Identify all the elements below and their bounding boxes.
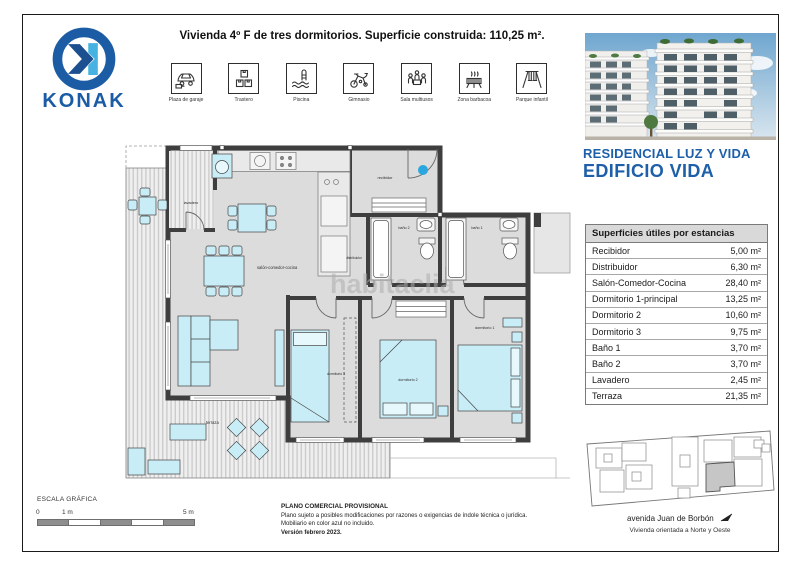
table-row: [586, 292, 767, 308]
swing-set-icon: [520, 67, 544, 91]
scale-bar: [37, 519, 195, 526]
amenity-garage: [160, 63, 212, 103]
amenity-label: Parque infantil: [515, 97, 548, 103]
room-area: 3,70 m²: [730, 342, 761, 353]
bed-dormitorio-3: [291, 330, 329, 422]
room-area: 2,45 m²: [730, 375, 761, 386]
label-dorm2: dormitorio 2: [398, 378, 418, 382]
label-distribuidor: distribuidor: [346, 256, 362, 260]
scale-segment: [101, 520, 132, 525]
street-line: [584, 513, 776, 523]
label-lavadero: lavadero: [183, 201, 199, 205]
konak-logo: [50, 25, 118, 93]
disclaimer-line: Mobiliario en color azul no incluido.: [281, 521, 375, 528]
street-name: avenida Juan de Borbón: [627, 514, 714, 523]
amenity-piscina-box: [286, 63, 317, 94]
amenity-trastero: [218, 63, 270, 103]
room-name: Salón-Comedor-Cocina: [592, 277, 687, 288]
room-name: Terraza: [592, 391, 623, 402]
page-title: Vivienda 4º F de tres dormitorios. Superficie construida: 110,25 m².: [179, 30, 545, 42]
table-row: [586, 259, 767, 275]
room-name: Dormitorio 1-principal: [592, 294, 678, 305]
room-area: 3,70 m²: [730, 358, 761, 369]
disclaimer-line: Plano sujeto a posibles modificaciones por razones o exigencias de índole técnica o jurídica.: [281, 512, 528, 519]
lower-balcony-lines: [390, 458, 570, 478]
label-bano2: baño 2: [398, 226, 410, 230]
room-area: 13,25 m²: [725, 294, 761, 305]
building-photo: [585, 33, 776, 140]
table-header: Superficies útiles por estancias: [585, 224, 768, 243]
multiuse-room-icon: [405, 67, 429, 91]
amenity-label: Trastero: [234, 97, 253, 103]
washing-machine-icon: [212, 154, 232, 178]
disclaimer-block: [281, 503, 556, 537]
room-name: Lavadero: [592, 375, 630, 386]
exercise-bike-icon: [347, 67, 371, 91]
tv-unit: [275, 330, 284, 386]
table-row: [586, 373, 767, 389]
oven-icon: [321, 196, 347, 226]
amenity-sala-box: [401, 63, 432, 94]
amenity-label: Sala multiusos: [400, 97, 433, 103]
amenity-piscina: [275, 63, 327, 103]
room-name: Baño 1: [592, 342, 621, 353]
terrace-bench: [148, 460, 180, 474]
lavadero-floor: [169, 151, 214, 229]
amenity-gimnasio: [333, 63, 385, 103]
room-name: Distribuidor: [592, 261, 638, 272]
label-dorm1: dormitorio 1: [475, 326, 495, 330]
disclaimer-version: Versión febrero 2023.: [281, 529, 342, 536]
building-left: [585, 51, 649, 140]
scale-segment: [132, 520, 163, 525]
amenity-barbacoa: [448, 63, 500, 103]
amenity-label: Zona barbacoa: [457, 97, 492, 103]
label-bano1: baño 1: [471, 226, 483, 230]
room-area: 9,75 m²: [730, 326, 761, 337]
room-name: Recibidor: [592, 245, 631, 256]
table-row: [586, 308, 767, 324]
garage-icon: [174, 67, 198, 91]
watermark: habitaclia: [330, 269, 455, 299]
common-area-wall: [534, 213, 541, 227]
storage-boxes-icon: [232, 67, 256, 91]
amenity-garage-box: [171, 63, 202, 94]
floor-plan: [120, 140, 575, 490]
amenity-sala: [391, 63, 443, 103]
building-right: [655, 39, 753, 141]
room-name: Baño 2: [592, 358, 621, 369]
table-row: [586, 356, 767, 372]
amenity-label: Piscina: [293, 97, 310, 103]
amenity-trastero-box: [228, 63, 259, 94]
fridge-icon: [321, 236, 347, 272]
site-plan: [584, 428, 776, 514]
room-area: 10,60 m²: [725, 310, 761, 321]
terrace-lounger: [128, 448, 145, 475]
room-area: 5,00 m²: [730, 245, 761, 256]
surfaces-table: [585, 224, 768, 405]
scale-segment: [164, 520, 194, 525]
table-row: [586, 275, 767, 291]
label-terraza: terraza: [206, 420, 219, 425]
amenity-parque: [506, 63, 558, 103]
scale-segment: [38, 520, 69, 525]
amenities-row: [160, 63, 558, 103]
project-name: RESIDENCIAL LUZ Y VIDA: [583, 146, 751, 161]
table-row: [586, 340, 767, 356]
room-name: Dormitorio 3: [592, 326, 642, 337]
dining-table: [204, 246, 244, 296]
scale-title: ESCALA GRÁFICA: [37, 496, 98, 503]
label-salon: salón-comedor-cocina: [257, 265, 298, 270]
terrace-sofa: [170, 424, 206, 440]
scale-tick-0: 0: [36, 509, 40, 516]
brand-name: KONAK: [42, 90, 126, 112]
disclaimer-title: PLANO COMERCIAL PROVISIONAL: [281, 503, 388, 510]
north-arrow-icon: [720, 513, 733, 522]
scale-segment: [69, 520, 100, 525]
label-recibidor: recibidor: [377, 175, 393, 180]
entry-marker-dot: [418, 165, 428, 175]
label-dorm3: dormitorio 3: [327, 372, 345, 376]
amenity-barbacoa-box: [459, 63, 490, 94]
room-area: 21,35 m²: [725, 391, 761, 402]
room-area: 6,30 m²: [730, 261, 761, 272]
table-row: [586, 243, 767, 259]
scale-tick-1m: 1 m: [62, 509, 73, 516]
amenity-parque-box: [516, 63, 547, 94]
amenity-gimnasio-box: [343, 63, 374, 94]
room-name: Dormitorio 2: [592, 310, 642, 321]
ground: [585, 137, 776, 141]
table-body: [585, 243, 768, 405]
building-name: EDIFICIO VIDA: [583, 161, 715, 181]
pool-icon: [289, 67, 313, 91]
scale-tick-5m: 5 m: [183, 509, 194, 516]
table-row: [586, 389, 767, 404]
amenity-label: Plaza de garaje: [168, 97, 204, 103]
table-row: [586, 324, 767, 340]
amenity-label: Gimnasio: [348, 97, 370, 103]
orientation-note: Vivienda orientada a Norte y Oeste: [629, 527, 731, 534]
room-area: 28,40 m²: [725, 277, 761, 288]
overhang-dashed-line: [126, 146, 168, 168]
bbq-grill-icon: [462, 67, 486, 91]
